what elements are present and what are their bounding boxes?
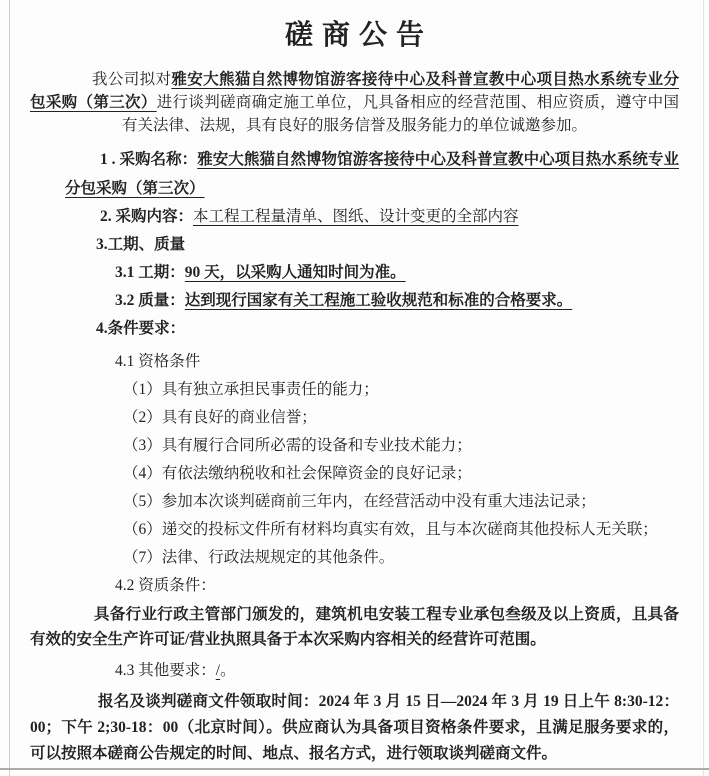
paragraph-item-3-2-quality xyxy=(115,287,679,315)
text-run: （2）具有良好的商业信誉； xyxy=(123,409,317,426)
text-run: （4）有依法缴纳税收和社会保障资金的良好记录； xyxy=(123,465,472,482)
text-run: （5）参加本次谈判磋商前三年内，在经营活动中没有重大违法记录； xyxy=(123,493,596,510)
text-run: 。 xyxy=(220,662,236,679)
text-run: 2. 采购内容： xyxy=(100,208,194,225)
paragraph-condition-2 xyxy=(123,404,679,432)
paragraph-item-2-procurement-content xyxy=(100,203,679,231)
announcement-body xyxy=(30,68,679,767)
text-run: 3.1 工期： xyxy=(115,264,185,281)
text-run: 雅安大熊猫自然博物馆游客接待中心及科普宣教中心项目热水系统专业分包采购（第三次） xyxy=(30,71,679,111)
text-run: 具备行业行政主管部门颁发的，建筑机电安装工程专业承包叁级及以上资质，且具备有效的安全生产许可证/营业执照具备于本次采购内容相关的经营许可范围。 xyxy=(30,606,679,648)
text-run: 4.条件要求： xyxy=(96,320,186,337)
text-run: （1）具有独立承担民事责任的能力； xyxy=(123,381,379,398)
text-run: 1 . 采购名称： xyxy=(100,151,198,168)
text-run: （7）法律、行政法规规定的其他条件。 xyxy=(123,549,395,566)
paragraph-item-1-procurement-name xyxy=(65,145,679,203)
paragraph-item-4-3-other-requirements xyxy=(115,657,679,685)
paragraph-registration-and-document-collection xyxy=(30,689,679,767)
text-run: 达到现行国家有关工程施工验收规范和标准的合格要求。 xyxy=(184,292,573,309)
text-run: / xyxy=(215,662,221,679)
scan-border-right xyxy=(703,0,704,776)
page-title: 磋商公告 xyxy=(284,20,433,51)
text-run: 本工程工程量清单、图纸、设计变更的全部内容 xyxy=(193,208,519,225)
paragraph-item-4-1-qualification-conditions xyxy=(115,348,679,376)
paragraph-condition-3 xyxy=(123,432,679,460)
paragraph-section-4-heading xyxy=(96,315,679,343)
text-run: 雅安大熊猫自然博物馆游客接待中心及科普宣教中心项目热水系统专业分包采购（第三次） xyxy=(65,151,679,197)
paragraph-item-4-2-credential-conditions xyxy=(115,572,679,600)
paragraph-condition-5 xyxy=(123,488,679,516)
text-run: （6）递交的投标文件所有材料均真实有效，且与本次磋商其他投标人无关联； xyxy=(123,521,658,538)
paragraph-item-3-1-duration xyxy=(115,259,679,287)
paragraph-condition-6 xyxy=(123,516,679,544)
paragraph-section-3-heading xyxy=(96,231,679,259)
text-run: 4.2 资质条件： xyxy=(115,577,216,594)
text-run: 报名及谈判磋商文件领取时间：2024 年 3 月 15 日—2024 年 3 月 19 日上午 8:30-12：00；下午 2;30-18：00（北京时间）。供应商认为具备项目资格条件要求，且满足服务要求的，可以按照本磋商公告规定的时间、地点、报名方式，进行领取谈判磋商文件。 xyxy=(30,693,679,762)
paragraph-credential-requirement xyxy=(30,602,679,652)
text-run: 4.1 资格条件 xyxy=(115,353,201,370)
paragraph-intro xyxy=(30,68,679,137)
text-run: 进行谈判磋商确定施工单位，凡具备相应的经营范围、相应资质，遵守中国有关法律、法规，具有良好的服务信誉及服务能力的单位诚邀参加。 xyxy=(121,94,679,134)
paragraph-condition-7 xyxy=(123,544,679,572)
text-run: 3.2 质量： xyxy=(115,292,185,309)
paragraph-condition-4 xyxy=(123,460,679,488)
text-run: 4.3 其他要求： xyxy=(115,662,216,679)
scan-border-left xyxy=(9,0,10,776)
text-run: （3）具有履行合同所必需的设备和专业技术能力； xyxy=(123,437,472,454)
text-run: 我公司拟对 xyxy=(92,71,172,88)
text-run: 3.工期、质量 xyxy=(96,236,186,253)
scan-border-bottom xyxy=(0,768,709,770)
text-run: 90 天，以采购人通知时间为准。 xyxy=(184,264,406,281)
paragraph-condition-1 xyxy=(123,376,679,404)
